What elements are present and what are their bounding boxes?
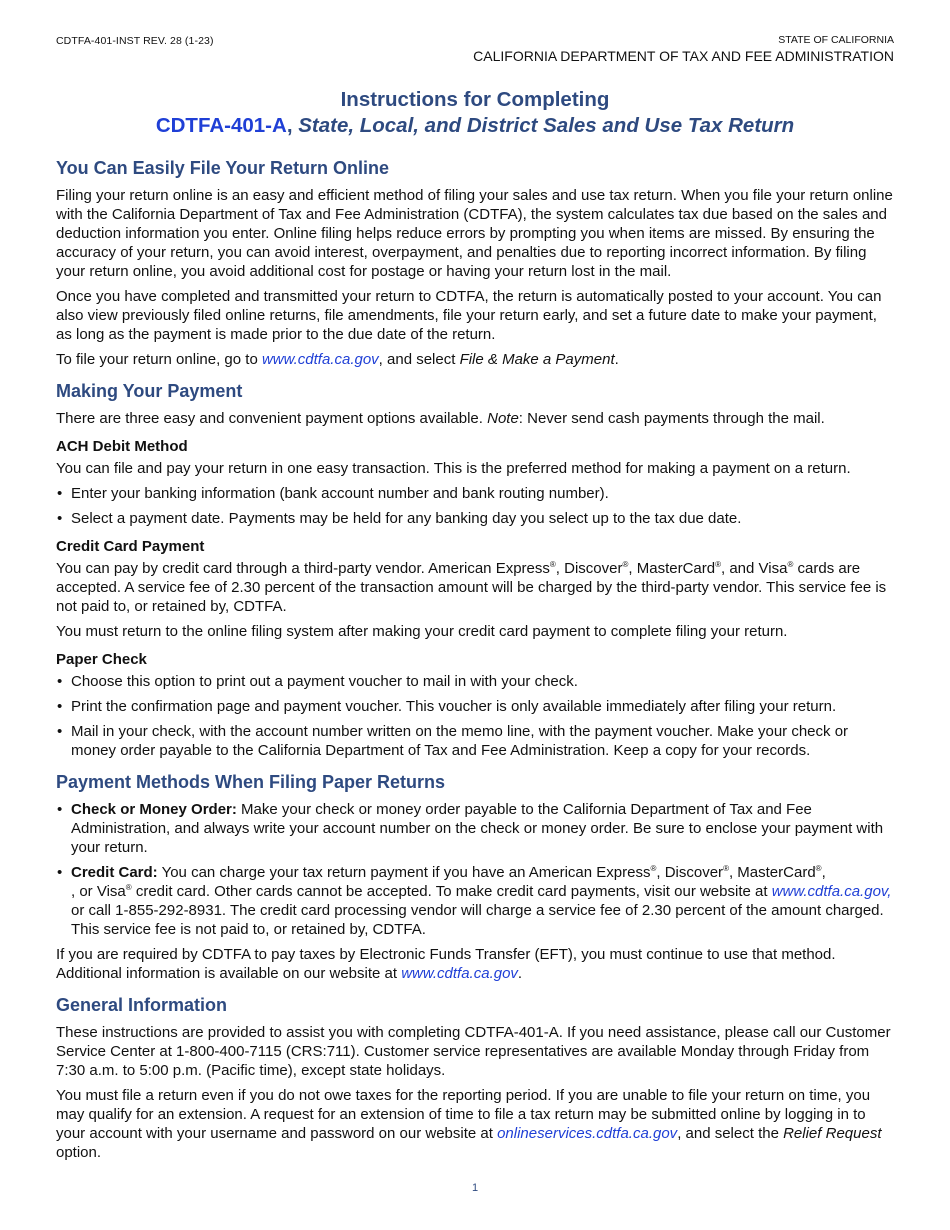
paragraph: There are three easy and convenient payment options available. Note: Never send cash payments through the mail. (56, 410, 825, 427)
section-general-information (56, 995, 894, 1162)
department-name: CALIFORNIA DEPARTMENT OF TAX AND FEE ADMINISTRATION (473, 48, 894, 64)
ach-bullet-list (56, 484, 894, 528)
heading-making-payment: Making Your Payment (56, 381, 243, 401)
paragraph: You can file and pay your return in one easy transaction. This is the preferred method for making a payment on a return. (56, 460, 851, 477)
online-services-link[interactable]: onlineservices.cdtfa.ca.gov (497, 1125, 678, 1142)
state-name: STATE OF CALIFORNIA (778, 34, 894, 46)
title-line-1: Instructions for Completing (340, 88, 610, 111)
cdtfa-website-link[interactable]: www.cdtfa.ca.gov (261, 351, 379, 368)
heading-file-online: You Can Easily File Your Return Online (56, 158, 390, 178)
form-name: State, Local, and District Sales and Use Tax Return (298, 114, 795, 137)
paragraph: To file your return online, go to www.cdtfa.ca.gov, and select File & Make a Payment. (56, 351, 619, 368)
heading-general-information: General Information (56, 995, 228, 1015)
list-item: • Credit Card: You can charge your tax return payment if you have an American Express®, Discover®, MasterCard®, , or Visa® credit card. Other cards cannot be accepted. To make credit card payments, visit our website at www.cdtfa.ca.gov, or call 1-855-292-8931. The credit card processing vendor will charge a service fee of 2.30 percent of the amount charged. This service fee is not paid to, or retained by, CDTFA. (56, 863, 894, 939)
list-item: • Select a payment date. Payments may be held for any banking day you select up to the tax due date. (56, 509, 894, 528)
main-content (56, 158, 894, 1174)
heading-paper-check: Paper Check (56, 651, 147, 668)
paragraph: You can pay by credit card through a third-party vendor. American Express®, Discover®, MasterCard®, and Visa® cards are accepted. A service fee of 2.30 percent of the transaction amount will be charged by the third-party vendor. This service fee is not paid to, or retained by, CDTFA. (56, 560, 887, 615)
form-number: CDTFA-401-A (155, 114, 287, 137)
list-item: • Print the confirmation page and payment voucher. This voucher is only available immediately after filing your return. (56, 697, 894, 716)
heading-credit-card: Credit Card Payment (56, 538, 205, 555)
agency-header (473, 34, 894, 64)
cdtfa-website-link[interactable]: www.cdtfa.ca.gov, (771, 883, 892, 900)
list-item: • Mail in your check, with the account number written on the memo line, with the payment voucher. Make your check or money order payable to the California Department of Tax and Fee Administration. Keep a copy for your records. (56, 722, 894, 760)
paragraph: Filing your return online is an easy and efficient method of filing your sales and use tax return. When you file your return online with the California Department of Tax and Fee Administration (CDTFA), the system calculates tax due based on the sales and deduction information you enter. Online filing helps reduce errors by prompting you when items are missed. By ensuring the accuracy of your return, you can avoid interest, overpayment, and penalties due to reporting incorrect information. By filing your return online, you avoid additional cost for postage or having your return lost in the mail. (56, 187, 893, 280)
section-paper-returns (56, 772, 894, 983)
paragraph: You must file a return even if you do not owe taxes for the reporting period. If you are unable to file your return on time, you may qualify for an extension. A request for an extension of time to file a tax return may be submitted online by logging in to your account with your username and password on our website at onlineservices.cdtfa.ca.gov, and select the Relief Request option. (56, 1087, 882, 1161)
section-file-online (56, 158, 894, 369)
heading-paper-returns: Payment Methods When Filing Paper Returns (56, 772, 446, 792)
list-item: • Enter your banking information (bank account number and bank routing number). (56, 484, 894, 503)
document-title (56, 88, 894, 138)
paragraph: You must return to the online filing system after making your credit card payment to complete filing your return. (56, 623, 788, 640)
page-number: 1 (471, 1182, 479, 1194)
paragraph: If you are required by CDTFA to pay taxes by Electronic Funds Transfer (EFT), you must continue to use that method. Additional information is available on our website at www.cdtfa.ca.gov. (56, 946, 836, 982)
paper-returns-bullet-list (56, 800, 894, 939)
paragraph: These instructions are provided to assist you with completing CDTFA-401-A. If you need assistance, please call our Customer Service Center at 1-800-400-7115 (CRS:711). Customer service representatives are available Monday through Friday from 7:30 a.m. to 5:00 p.m. (Pacific time), except state holidays. (56, 1024, 891, 1079)
list-item: • Choose this option to print out a payment voucher to mail in with your check. (56, 672, 894, 691)
title-line-2: CDTFA-401-A, State, Local, and District Sales and Use Tax Return (155, 114, 795, 137)
cdtfa-website-link[interactable]: www.cdtfa.ca.gov (401, 965, 518, 982)
paragraph: Once you have completed and transmitted your return to CDTFA, the return is automatically posted to your account. You can also view previously filed online returns, file amendments, file your return early, and set a future date to make your payment, as long as the payment is made prior to the due date of the return. (56, 288, 882, 343)
list-item: • Check or Money Order: Make your check or money order payable to the California Department of Tax and Fee Administration, and always write your account number on the check or money order. Be sure to enclose your payment with your return. (56, 800, 894, 857)
heading-ach-debit: ACH Debit Method (56, 438, 188, 455)
paper-check-bullet-list (56, 672, 894, 760)
section-making-payment (56, 381, 894, 760)
form-revision: CDTFA-401-INST REV. 28 (1-23) (56, 35, 214, 47)
